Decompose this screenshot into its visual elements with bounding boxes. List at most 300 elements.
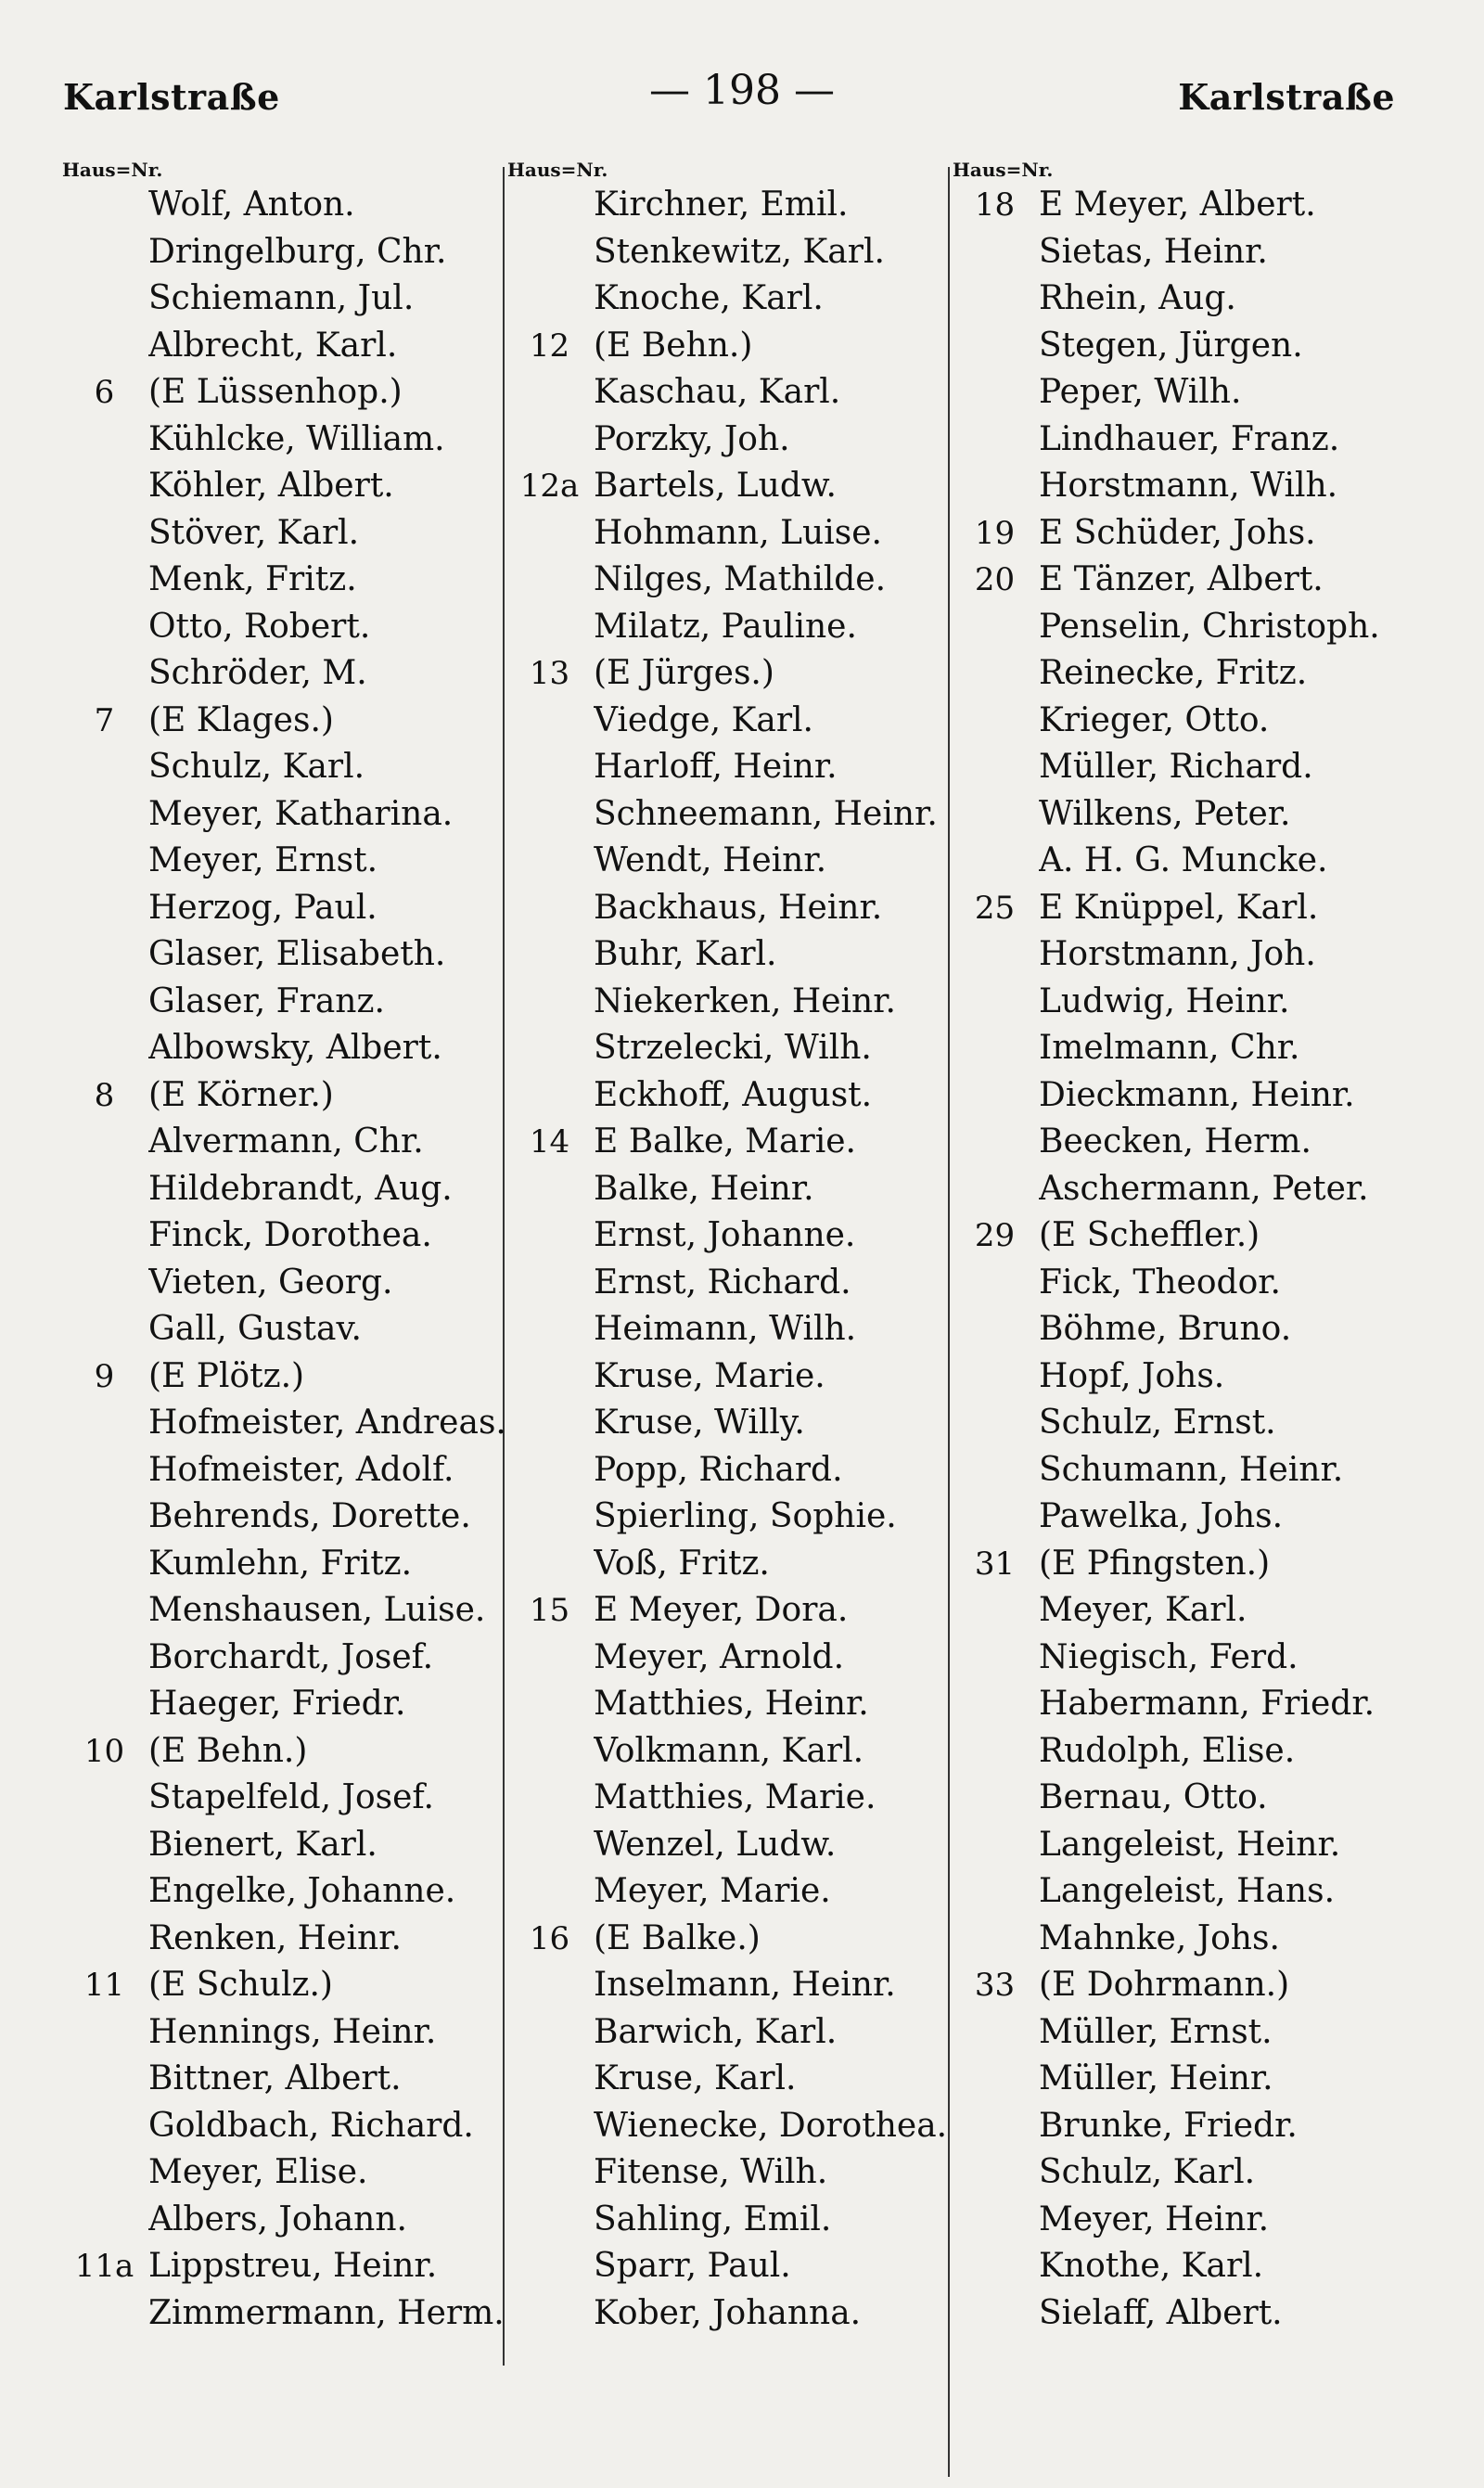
house-number: 33 — [974, 1967, 1016, 2004]
directory-entry — [505, 1025, 960, 1072]
directory-entry — [505, 604, 960, 651]
resident-name: Meyer, Heinr. — [1039, 2199, 1270, 2238]
directory-entry — [951, 417, 1405, 464]
directory-entry — [951, 369, 1405, 417]
resident-name: Hofmeister, Andreas. — [148, 1404, 506, 1442]
directory-column-2 — [505, 158, 960, 2337]
resident-name: Imelmann, Chr. — [1039, 1029, 1300, 1067]
directory-entry — [951, 1587, 1405, 1635]
resident-name: (E Behn.) — [594, 326, 753, 365]
resident-name: Stöver, Karl. — [148, 513, 360, 552]
resident-name: Rhein, Aug. — [1039, 279, 1236, 317]
directory-entry — [60, 2290, 515, 2338]
directory-entry — [60, 885, 515, 932]
directory-entry — [505, 1166, 960, 1213]
directory-entry — [951, 1166, 1405, 1213]
resident-name: Finck, Dorothea. — [148, 1216, 432, 1254]
resident-name: Knoche, Karl. — [594, 279, 824, 317]
house-number-header: Haus=Nr. — [62, 159, 163, 181]
resident-name: A. H. G. Muncke. — [1039, 841, 1328, 879]
resident-name: (E Scheffler.) — [1039, 1216, 1260, 1254]
directory-entry — [505, 2103, 960, 2150]
directory-entry — [951, 2243, 1405, 2290]
directory-entry — [60, 1635, 515, 1682]
resident-name: Borchardt, Josef. — [148, 1637, 434, 1676]
resident-name: Köhler, Albert. — [148, 467, 394, 505]
resident-name: Horstmann, Wilh. — [1039, 467, 1338, 505]
resident-name: Porzky, Joh. — [594, 419, 790, 458]
house-number: 7 — [94, 701, 115, 739]
directory-entry — [60, 1025, 515, 1072]
directory-entry — [60, 604, 515, 651]
directory-entry — [505, 1260, 960, 1307]
directory-entry — [60, 182, 515, 229]
directory-entry — [60, 1353, 515, 1401]
directory-entry — [505, 1119, 960, 1166]
resident-name: Wilkens, Peter. — [1039, 794, 1291, 833]
directory-entry — [505, 1916, 960, 1963]
house-number: 19 — [974, 514, 1016, 552]
resident-name: Bartels, Ludw. — [594, 467, 837, 505]
resident-name: (E Klages.) — [148, 700, 334, 739]
directory-entry — [951, 276, 1405, 323]
directory-entry — [951, 1494, 1405, 1541]
running-head-left: Karlstraße — [63, 76, 280, 118]
directory-entry — [60, 2243, 515, 2290]
resident-name: Stapelfeld, Josef. — [148, 1778, 434, 1816]
resident-name: Müller, Heinr. — [1039, 2059, 1273, 2097]
directory-column-3 — [951, 158, 1405, 2337]
directory-entry — [60, 931, 515, 979]
resident-name: Milatz, Pauline. — [594, 607, 857, 646]
directory-entry — [951, 604, 1405, 651]
directory-entry — [60, 463, 515, 510]
directory-entry — [505, 885, 960, 932]
directory-entry — [60, 2103, 515, 2150]
directory-entry — [505, 510, 960, 558]
directory-entry — [505, 1353, 960, 1401]
resident-name: Herzog, Paul. — [148, 888, 377, 927]
resident-name: Schiemann, Jul. — [148, 279, 415, 317]
directory-entry — [505, 2197, 960, 2244]
directory-entry — [505, 2149, 960, 2197]
resident-name: Haeger, Friedr. — [148, 1685, 406, 1723]
directory-entry — [505, 1400, 960, 1447]
directory-entry — [951, 1306, 1405, 1353]
directory-entry — [60, 1541, 515, 1588]
directory-entry — [951, 2056, 1405, 2103]
resident-name: Lippstreu, Heinr. — [148, 2247, 438, 2285]
directory-entry — [60, 979, 515, 1026]
directory-entry — [505, 650, 960, 698]
resident-name: Schröder, M. — [148, 654, 367, 692]
directory-entry — [505, 557, 960, 604]
resident-name: Matthies, Heinr. — [594, 1685, 869, 1723]
directory-entry — [505, 2290, 960, 2338]
resident-name: Menshausen, Luise. — [148, 1591, 486, 1629]
directory-entry — [505, 2243, 960, 2290]
resident-name: Spierling, Sophie. — [594, 1497, 897, 1535]
directory-entry — [60, 417, 515, 464]
directory-entry — [951, 510, 1405, 558]
directory-entry — [951, 2103, 1405, 2150]
resident-name: (E Körner.) — [148, 1075, 334, 1114]
resident-name: Bittner, Albert. — [148, 2059, 402, 2097]
house-number: 29 — [974, 1217, 1016, 1254]
resident-name: Pawelka, Johs. — [1039, 1497, 1284, 1535]
directory-entry — [951, 2149, 1405, 2197]
house-number: 16 — [529, 1919, 570, 1957]
resident-name: Goldbach, Richard. — [148, 2106, 474, 2145]
resident-name: Bienert, Karl. — [148, 1825, 377, 1864]
resident-name: Albers, Johann. — [148, 2199, 407, 2238]
resident-name: Nilges, Mathilde. — [594, 560, 887, 598]
directory-entry — [951, 1212, 1405, 1260]
resident-name: Inselmann, Heinr. — [594, 1966, 896, 2004]
directory-entry — [951, 182, 1405, 229]
directory-entry — [951, 1635, 1405, 1682]
resident-name: Fick, Theodor. — [1039, 1263, 1281, 1302]
directory-entry — [60, 1212, 515, 1260]
directory-entry — [505, 791, 960, 839]
directory-entry — [505, 1494, 960, 1541]
resident-name: Kaschau, Karl. — [594, 373, 841, 411]
resident-name: Niegisch, Ferd. — [1039, 1637, 1298, 1676]
resident-name: Hofmeister, Adolf. — [148, 1450, 454, 1489]
resident-name: Dieckmann, Heinr. — [1039, 1075, 1355, 1114]
resident-name: Böhme, Bruno. — [1039, 1310, 1292, 1348]
resident-name: Dringelburg, Chr. — [148, 232, 447, 271]
house-number: 31 — [974, 1545, 1016, 1583]
directory-entry — [951, 2197, 1405, 2244]
resident-name: Menk, Fritz. — [148, 560, 357, 598]
directory-entry — [951, 1728, 1405, 1776]
resident-name: Langeleist, Heinr. — [1039, 1825, 1341, 1864]
house-number: 15 — [529, 1592, 570, 1629]
directory-entry — [60, 229, 515, 276]
resident-name: E Knüppel, Karl. — [1039, 888, 1319, 927]
directory-entry — [951, 885, 1405, 932]
directory-entry — [60, 1916, 515, 1963]
directory-entry — [60, 1072, 515, 1120]
directory-entry — [951, 1260, 1405, 1307]
house-number: 12a — [519, 468, 580, 505]
directory-entry — [60, 698, 515, 745]
resident-name: Beecken, Herm. — [1039, 1122, 1311, 1161]
resident-name: Kumlehn, Fritz. — [148, 1544, 413, 1583]
directory-entry — [505, 2056, 960, 2103]
resident-name: Krieger, Otto. — [1039, 700, 1270, 739]
directory-entry — [505, 1541, 960, 1588]
resident-name: E Meyer, Albert. — [1039, 186, 1316, 224]
directory-entry — [60, 1166, 515, 1213]
directory-entry — [60, 1681, 515, 1728]
directory-entry — [60, 2009, 515, 2057]
directory-entry — [951, 1119, 1405, 1166]
resident-name: Hennings, Heinr. — [148, 2012, 437, 2051]
directory-entry — [505, 1728, 960, 1776]
directory-entry — [60, 369, 515, 417]
directory-entry — [60, 791, 515, 839]
resident-name: Kühlcke, William. — [148, 419, 445, 458]
resident-name: Meyer, Karl. — [1039, 1591, 1247, 1629]
resident-name: (E Plötz.) — [148, 1356, 305, 1395]
directory-entry — [951, 323, 1405, 370]
resident-name: Volkmann, Karl. — [594, 1731, 864, 1770]
directory-entry — [60, 1260, 515, 1307]
resident-name: (E Behn.) — [148, 1731, 308, 1770]
resident-name: Reinecke, Fritz. — [1039, 654, 1308, 692]
directory-entry — [60, 1587, 515, 1635]
resident-name: Heimann, Wilh. — [594, 1310, 857, 1348]
resident-name: Müller, Richard. — [1039, 748, 1313, 786]
directory-entry — [60, 650, 515, 698]
house-number: 11a — [74, 2248, 134, 2285]
directory-entry — [60, 1119, 515, 1166]
directory-entry — [60, 838, 515, 885]
directory-entry — [951, 698, 1405, 745]
resident-name: Hohmann, Luise. — [594, 513, 882, 552]
house-number-header: Haus=Nr. — [953, 159, 1054, 181]
directory-entry — [505, 323, 960, 370]
directory-entry — [951, 1962, 1405, 2009]
resident-name: E Balke, Marie. — [594, 1122, 856, 1161]
directory-entry — [60, 2197, 515, 2244]
directory-entry — [505, 1635, 960, 1682]
resident-name: Meyer, Elise. — [148, 2153, 368, 2191]
directory-entry — [60, 323, 515, 370]
resident-name: Stenkewitz, Karl. — [594, 232, 885, 271]
directory-entry — [505, 838, 960, 885]
resident-name: (E Pfingsten.) — [1039, 1544, 1271, 1583]
resident-name: Schumann, Heinr. — [1039, 1450, 1344, 1489]
resident-name: (E Dohrmann.) — [1039, 1966, 1290, 2004]
directory-entry — [951, 650, 1405, 698]
entry-list — [505, 182, 960, 2337]
directory-entry — [505, 182, 960, 229]
directory-entry — [951, 1353, 1405, 1401]
house-number: 8 — [94, 1076, 115, 1114]
resident-name: Rudolph, Elise. — [1039, 1731, 1296, 1770]
directory-entry — [505, 463, 960, 510]
resident-name: Backhaus, Heinr. — [594, 888, 883, 927]
directory-entry — [505, 369, 960, 417]
resident-name: Sielaff, Albert. — [1039, 2293, 1283, 2332]
directory-entry — [60, 1868, 515, 1916]
house-number: 13 — [529, 655, 570, 692]
resident-name: Sparr, Paul. — [594, 2247, 791, 2285]
resident-name: Glaser, Franz. — [148, 981, 385, 1020]
directory-entry — [505, 1962, 960, 2009]
directory-entry — [951, 1072, 1405, 1120]
resident-name: Balke, Heinr. — [594, 1169, 814, 1208]
resident-name: Alvermann, Chr. — [148, 1122, 424, 1161]
house-number: 25 — [974, 889, 1016, 927]
resident-name: Kirchner, Emil. — [594, 186, 849, 224]
resident-name: Hopf, Johs. — [1039, 1356, 1225, 1395]
directory-entry — [505, 1868, 960, 1916]
resident-name: Horstmann, Joh. — [1039, 935, 1316, 973]
directory-entry — [951, 744, 1405, 791]
directory-entry — [951, 1025, 1405, 1072]
directory-entry — [951, 557, 1405, 604]
resident-name: Langeleist, Hans. — [1039, 1872, 1336, 1910]
directory-column-1 — [60, 158, 515, 2337]
resident-name: Strzelecki, Wilh. — [594, 1029, 872, 1067]
resident-name: Renken, Heinr. — [148, 1918, 402, 1957]
resident-name: (E Schulz.) — [148, 1966, 333, 2004]
resident-name: Knothe, Karl. — [1039, 2247, 1264, 2285]
resident-name: Harloff, Heinr. — [594, 748, 838, 786]
directory-entry — [951, 1541, 1405, 1588]
running-head-right: Karlstraße — [1178, 76, 1395, 118]
resident-name: Penselin, Christoph. — [1039, 607, 1380, 646]
directory-entry — [505, 931, 960, 979]
directory-entry — [951, 2290, 1405, 2338]
resident-name: Kober, Johanna. — [594, 2293, 862, 2332]
directory-entry — [60, 744, 515, 791]
resident-name: Zimmermann, Herm. — [148, 2293, 505, 2332]
resident-name: Sietas, Heinr. — [1039, 232, 1268, 271]
resident-name: Bernau, Otto. — [1039, 1778, 1268, 1816]
directory-entry — [505, 417, 960, 464]
resident-name: Voß, Fritz. — [594, 1544, 770, 1583]
resident-name: Wendt, Heinr. — [594, 841, 827, 879]
directory-entry — [951, 1822, 1405, 1869]
directory-entry — [951, 1447, 1405, 1494]
entry-list — [60, 182, 515, 2337]
resident-name: Wenzel, Ludw. — [594, 1825, 837, 1864]
resident-name: Sahling, Emil. — [594, 2199, 832, 2238]
house-number: 9 — [94, 1357, 115, 1395]
directory-entry — [505, 2009, 960, 2057]
resident-name: Ernst, Richard. — [594, 1263, 851, 1302]
house-number: 12 — [529, 327, 570, 365]
directory-entry — [505, 1681, 960, 1728]
resident-name: Kruse, Karl. — [594, 2059, 797, 2097]
house-number: 20 — [974, 561, 1016, 598]
house-number: 18 — [974, 186, 1016, 224]
resident-name: Ernst, Johanne. — [594, 1216, 856, 1254]
house-number: 10 — [83, 1732, 125, 1770]
resident-name: Meyer, Ernst. — [148, 841, 378, 879]
directory-entry — [60, 1822, 515, 1869]
house-number: 6 — [94, 374, 115, 411]
resident-name: Mahnke, Johs. — [1039, 1918, 1280, 1957]
resident-name: Ludwig, Heinr. — [1039, 981, 1290, 1020]
resident-name: (E Jürges.) — [594, 654, 774, 692]
resident-name: Niekerken, Heinr. — [594, 981, 896, 1020]
directory-entry — [505, 698, 960, 745]
directory-entry — [951, 1868, 1405, 1916]
house-number: 11 — [83, 1967, 125, 2004]
resident-name: Kruse, Willy. — [594, 1404, 805, 1442]
directory-entry — [505, 1822, 960, 1869]
directory-entry — [505, 1212, 960, 1260]
page-number: — 198 — — [649, 67, 835, 114]
directory-entry — [951, 2009, 1405, 2057]
house-number-header: Haus=Nr. — [507, 159, 608, 181]
directory-entry — [60, 1400, 515, 1447]
directory-entry — [505, 1072, 960, 1120]
resident-name: Barwich, Karl. — [594, 2012, 838, 2051]
resident-name: E Tänzer, Albert. — [1039, 560, 1324, 598]
directory-entry — [951, 1400, 1405, 1447]
directory-entry — [505, 744, 960, 791]
resident-name: Schulz, Ernst. — [1039, 1404, 1276, 1442]
resident-name: E Meyer, Dora. — [594, 1591, 849, 1629]
resident-name: Meyer, Katharina. — [148, 794, 454, 833]
directory-entry — [60, 510, 515, 558]
directory-entry — [60, 2056, 515, 2103]
directory-entry — [60, 557, 515, 604]
resident-name: Vieten, Georg. — [148, 1263, 393, 1302]
directory-entry — [60, 1775, 515, 1822]
resident-name: Eckhoff, August. — [594, 1075, 873, 1114]
resident-name: Fitense, Wilh. — [594, 2153, 828, 2191]
resident-name: Glaser, Elisabeth. — [148, 935, 446, 973]
resident-name: Hildebrandt, Aug. — [148, 1169, 453, 1208]
resident-name: Müller, Ernst. — [1039, 2012, 1273, 2051]
directory-entry — [505, 1775, 960, 1822]
resident-name: Peper, Wilh. — [1039, 373, 1242, 411]
directory-entry — [505, 1587, 960, 1635]
entry-list — [951, 182, 1405, 2337]
resident-name: Meyer, Arnold. — [594, 1637, 845, 1676]
resident-name: Albrecht, Karl. — [148, 326, 398, 365]
resident-name: Kruse, Marie. — [594, 1356, 825, 1395]
resident-name: Engelke, Johanne. — [148, 1872, 456, 1910]
directory-entry — [951, 791, 1405, 839]
resident-name: Lindhauer, Franz. — [1039, 419, 1340, 458]
directory-entry — [60, 1728, 515, 1776]
resident-name: Schneemann, Heinr. — [594, 794, 938, 833]
directory-entry — [60, 1447, 515, 1494]
directory-entry — [951, 931, 1405, 979]
resident-name: Meyer, Marie. — [594, 1872, 831, 1910]
resident-name: Behrends, Dorette. — [148, 1497, 471, 1535]
resident-name: (E Balke.) — [594, 1918, 761, 1957]
resident-name: Schulz, Karl. — [1039, 2153, 1256, 2191]
directory-entry — [951, 1916, 1405, 1963]
directory-entry — [951, 229, 1405, 276]
directory-entry — [505, 1447, 960, 1494]
resident-name: Brunke, Friedr. — [1039, 2106, 1298, 2145]
resident-name: Schulz, Karl. — [148, 748, 365, 786]
resident-name: Popp, Richard. — [594, 1450, 843, 1489]
directory-entry — [60, 276, 515, 323]
resident-name: E Schüder, Johs. — [1039, 513, 1316, 552]
resident-name: Aschermann, Peter. — [1039, 1169, 1369, 1208]
directory-entry — [60, 2149, 515, 2197]
resident-name: Wienecke, Dorothea. — [594, 2106, 948, 2145]
resident-name: Otto, Robert. — [148, 607, 371, 646]
directory-entry — [951, 979, 1405, 1026]
directory-entry — [951, 463, 1405, 510]
directory-entry — [951, 838, 1405, 885]
resident-name: Stegen, Jürgen. — [1039, 326, 1303, 365]
directory-entry — [60, 1306, 515, 1353]
resident-name: Wolf, Anton. — [148, 186, 355, 224]
directory-entry — [505, 229, 960, 276]
directory-entry — [505, 276, 960, 323]
resident-name: Matthies, Marie. — [594, 1778, 876, 1816]
directory-entry — [951, 1775, 1405, 1822]
resident-name: Albowsky, Albert. — [148, 1029, 442, 1067]
directory-entry — [505, 1306, 960, 1353]
directory-entry — [505, 979, 960, 1026]
resident-name: Viedge, Karl. — [594, 700, 813, 739]
